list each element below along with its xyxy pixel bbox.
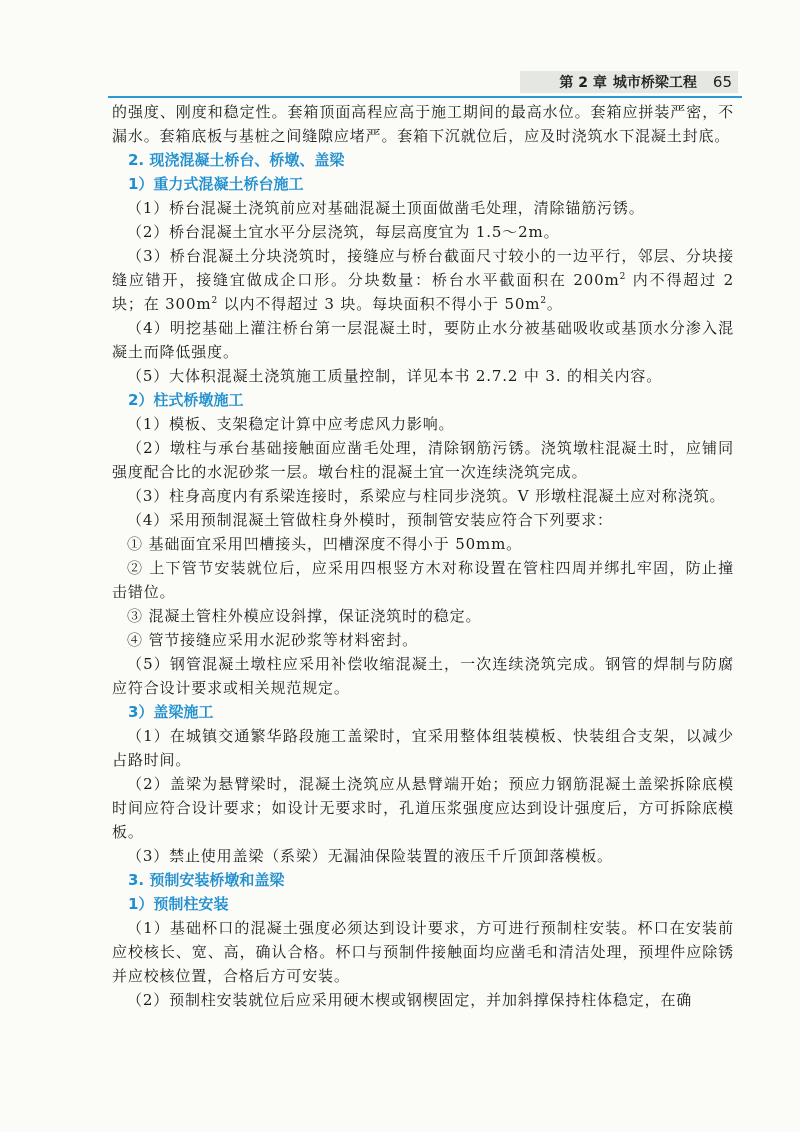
- paragraph: （2）预制柱安装就位后应采用硬木楔或钢楔固定，并加斜撑保持柱体稳定，在确: [127, 991, 693, 1009]
- paragraph: （1）模板、支架稳定计算中应考虑风力影响。: [127, 415, 455, 433]
- text-run: （3）桥台混凝土分块浇筑时，接缝应与桥台截面尺寸较小的一边平行，邻层、分块接缝应错开，接缝宜做成企口形。分块数量：桥台水平截面积在 200m: [112, 247, 734, 289]
- subsection-heading: 3）盖梁施工: [128, 703, 214, 721]
- paragraph: （3）禁止使用盖梁（系梁）无漏油保险装置的液压千斤顶卸落模板。: [127, 847, 613, 865]
- paragraph: （1）基础杯口的混凝土强度必须达到设计要求，方可进行预制柱安装。杯口在安装前应校核长、宽、高，确认合格。杯口与预制件接触面均应凿毛和清洁处理，预埋件应除锈并应校核位置，合格后方可安装。: [112, 919, 734, 985]
- page-body: [112, 100, 734, 1012]
- superscript: 2: [211, 296, 219, 306]
- paragraph: （2）桥台混凝土宜水平分层浇筑，每层高度宜为 1.5～2m。: [127, 223, 560, 241]
- list-item: ② 上下管节安装就位后，应采用四根竖方木对称设置在管柱四周并绑扎牢固，防止撞击错位。: [112, 559, 734, 601]
- paragraph: （1）桥台混凝土浇筑前应对基础混凝土顶面做凿毛处理，清除锚筋污锈。: [127, 199, 645, 217]
- paragraph: （5）钢管混凝土墩柱应采用补偿收缩混凝土，一次连续浇筑完成。钢管的焊制与防腐应符合设计要求或相关规范规定。: [112, 655, 734, 697]
- text-run: 以内不得超过 3 块。每块面积不得小于 50m: [218, 295, 541, 313]
- subsection-heading: 2）柱式桥墩施工: [128, 391, 244, 409]
- list-item: ① 基础面宜采用凹槽接头，凹槽深度不得小于 50mm。: [127, 535, 523, 553]
- chapter-label: 第 2 章: [559, 75, 607, 91]
- paragraph: （2）墩柱与承台基础接触面应凿毛处理，清除钢筋污锈。浇筑墩柱混凝土时，应铺同强度配合比的水泥砂浆一层。墩台柱的混凝土宜一次连续浇筑完成。: [112, 439, 734, 481]
- chapter-title: 城市桥梁工程: [612, 75, 697, 91]
- subsection-heading: 1）重力式混凝土桥台施工: [128, 175, 304, 193]
- subsection-heading: 1）预制柱安装: [128, 895, 229, 913]
- section-heading: 2. 现浇混凝土桥台、桥墩、盖梁: [128, 151, 345, 169]
- header-rule: [108, 96, 742, 98]
- intro-paragraph: 的强度、刚度和稳定性。套箱顶面高程应高于施工期间的最高水位。套箱应拼装严密，不漏水。套箱底板与基桩之间缝隙应堵严。套箱下沉就位后，应及时浇筑水下混凝土封底。: [112, 103, 734, 145]
- list-item: ④ 管节接缝应采用水泥砂浆等材料密封。: [127, 631, 418, 649]
- section-heading: 3. 预制安装桥墩和盖梁: [128, 871, 285, 889]
- paragraph: （5）大体积混凝土浇筑施工质量控制，详见本书 2.7.2 中 3. 的相关内容。: [127, 367, 663, 385]
- paragraph: （1）在城镇交通繁华路段施工盖梁时，宜采用整体组装模板、快装组合支架，以减少占路时间。: [112, 727, 734, 769]
- list-item: ③ 混凝土管柱外模应设斜撑，保证浇筑时的稳定。: [127, 607, 482, 625]
- paragraph: （4）采用预制混凝土管做柱身外模时，预制管安装应符合下列要求：: [127, 511, 613, 529]
- superscript: 2: [540, 296, 547, 306]
- superscript: 2: [619, 272, 627, 282]
- paragraph: （3）柱身高度内有系梁连接时，系梁应与柱同步浇筑。V 形墩柱混凝土应对称浇筑。: [127, 487, 726, 505]
- paragraph: （4）明挖基础上灌注桥台第一层混凝土时，要防止水分被基础吸收或基顶水分渗入混凝土而降低强度。: [112, 319, 734, 361]
- running-header: [559, 72, 732, 92]
- text-run: 。: [546, 295, 563, 313]
- paragraph: [112, 244, 734, 316]
- text-run: 内不得超过 2 块；在 300m: [112, 271, 734, 313]
- paragraph: （2）盖梁为悬臂梁时，混凝土浇筑应从悬臂端开始；预应力钢筋混凝土盖梁拆除底模时间应符合设计要求；如设计无要求时，孔道压浆强度应达到设计强度后，方可拆除底模板。: [112, 775, 734, 841]
- page-number: 65: [712, 73, 732, 91]
